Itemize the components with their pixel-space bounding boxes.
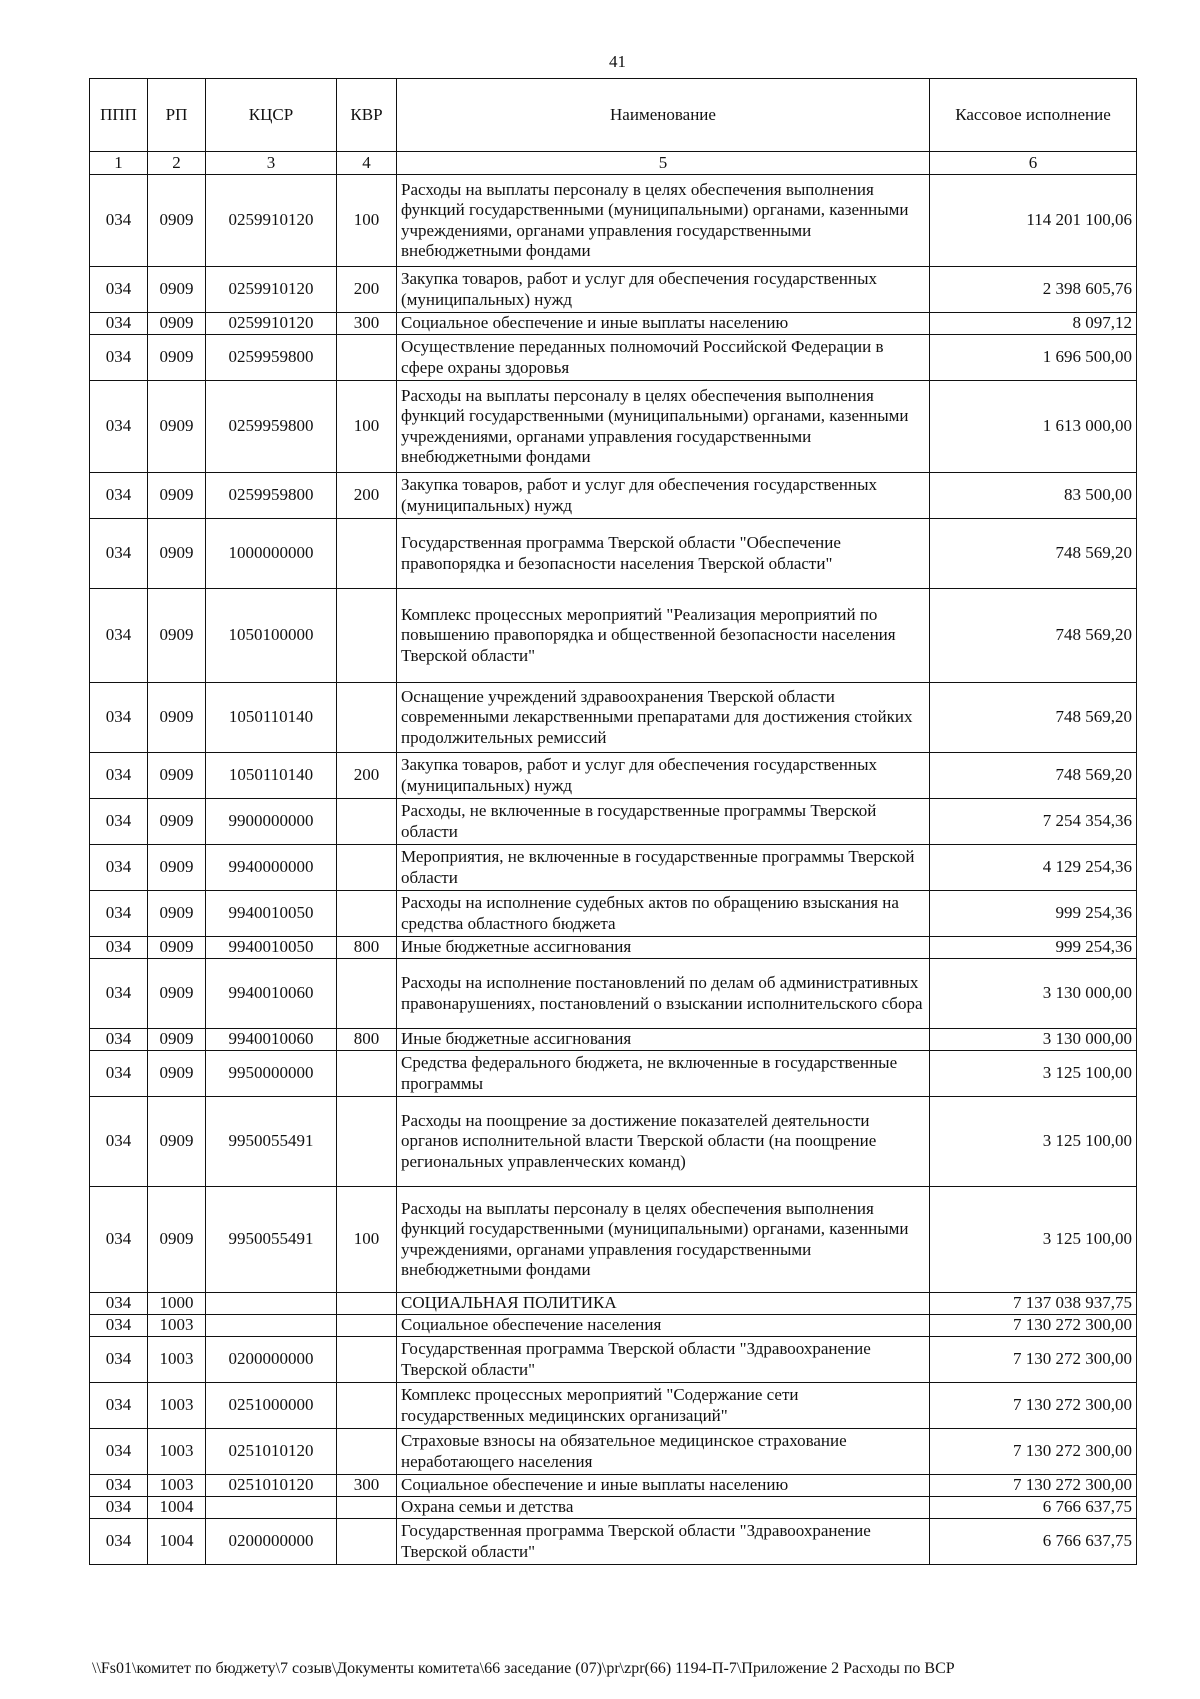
- cell-name: Расходы, не включенные в государственные программы Тверской области: [397, 799, 930, 845]
- cell-kvr: [337, 335, 397, 381]
- cell-ppp: 034: [90, 1187, 148, 1293]
- cell-sum: 3 125 100,00: [930, 1051, 1137, 1097]
- cell-name: СОЦИАЛЬНАЯ ПОЛИТИКА: [397, 1293, 930, 1315]
- table-row: [90, 753, 1137, 799]
- cell-kcsr: 9940010050: [206, 891, 337, 937]
- cell-kvr: 200: [337, 753, 397, 799]
- table-row: [90, 267, 1137, 313]
- cell-kvr: [337, 1337, 397, 1383]
- header-ppp: ППП: [90, 79, 148, 152]
- table-row: [90, 845, 1137, 891]
- table-row: [90, 937, 1137, 959]
- cell-ppp: 034: [90, 175, 148, 267]
- cell-kcsr: 9940010060: [206, 959, 337, 1029]
- cell-sum: 7 130 272 300,00: [930, 1315, 1137, 1337]
- file-path-footer: \\Fs01\комитет по бюджету\7 созыв\Документы комитета\66 заседание (07)\pr\zpr(66) 1194-П-7\Приложение 2 Расходы по ВСР: [92, 1660, 955, 1677]
- cell-kcsr: 0259910120: [206, 313, 337, 335]
- cell-sum: 3 130 000,00: [930, 959, 1137, 1029]
- table-row: [90, 799, 1137, 845]
- table-row: [90, 1383, 1137, 1429]
- table-row: [90, 1429, 1137, 1475]
- cell-sum: 748 569,20: [930, 519, 1137, 589]
- cell-kvr: [337, 959, 397, 1029]
- cell-kvr: 100: [337, 175, 397, 267]
- cell-name: Иные бюджетные ассигнования: [397, 937, 930, 959]
- table-row: [90, 335, 1137, 381]
- cell-rp: 0909: [148, 589, 206, 683]
- header-name: Наименование: [397, 79, 930, 152]
- cell-sum: 999 254,36: [930, 937, 1137, 959]
- header-row: [90, 79, 1137, 152]
- cell-rp: 0909: [148, 313, 206, 335]
- cell-sum: 7 254 354,36: [930, 799, 1137, 845]
- table-row: [90, 959, 1137, 1029]
- cell-kcsr: [206, 1315, 337, 1337]
- header-sum: Кассовое исполнение: [930, 79, 1137, 152]
- cell-sum: 1 696 500,00: [930, 335, 1137, 381]
- col-number: 3: [206, 152, 337, 175]
- col-number: 6: [930, 152, 1137, 175]
- cell-name: Страховые взносы на обязательное медицинское страхование неработающего населения: [397, 1429, 930, 1475]
- cell-ppp: 034: [90, 589, 148, 683]
- cell-rp: 0909: [148, 473, 206, 519]
- cell-sum: 7 130 272 300,00: [930, 1383, 1137, 1429]
- cell-name: Закупка товаров, работ и услуг для обеспечения государственных (муниципальных) нужд: [397, 473, 930, 519]
- cell-rp: 1000: [148, 1293, 206, 1315]
- cell-ppp: 034: [90, 799, 148, 845]
- cell-name: Социальное обеспечение населения: [397, 1315, 930, 1337]
- table-row: [90, 1497, 1137, 1519]
- header-kvr: КВР: [337, 79, 397, 152]
- cell-kvr: 300: [337, 313, 397, 335]
- cell-sum: 3 125 100,00: [930, 1097, 1137, 1187]
- cell-name: Комплекс процессных мероприятий "Содержание сети государственных медицинских организаций": [397, 1383, 930, 1429]
- cell-ppp: 034: [90, 937, 148, 959]
- cell-ppp: 034: [90, 1475, 148, 1497]
- cell-kcsr: 0200000000: [206, 1519, 337, 1565]
- cell-kvr: [337, 1383, 397, 1429]
- cell-kcsr: 9950055491: [206, 1187, 337, 1293]
- cell-kcsr: 1050110140: [206, 753, 337, 799]
- page-number: 41: [609, 52, 626, 71]
- cell-rp: 1003: [148, 1383, 206, 1429]
- cell-rp: 0909: [148, 381, 206, 473]
- table-row: [90, 1029, 1137, 1051]
- cell-kcsr: 9950055491: [206, 1097, 337, 1187]
- cell-ppp: 034: [90, 381, 148, 473]
- cell-kcsr: 0200000000: [206, 1337, 337, 1383]
- cell-ppp: 034: [90, 683, 148, 753]
- cell-name: Расходы на выплаты персоналу в целях обеспечения выполнения функций государственными (муниципальными) органами, казенными учреждениями, органами управления государственными внебюджетными фондами: [397, 175, 930, 267]
- table-row: [90, 1337, 1137, 1383]
- cell-rp: 0909: [148, 519, 206, 589]
- cell-sum: 7 137 038 937,75: [930, 1293, 1137, 1315]
- cell-name: Расходы на исполнение постановлений по делам об административных правонарушениях, постановлений о взыскании исполнительского сбора: [397, 959, 930, 1029]
- cell-kvr: [337, 1519, 397, 1565]
- cell-ppp: 034: [90, 959, 148, 1029]
- cell-kcsr: 9940010060: [206, 1029, 337, 1051]
- col-number: 2: [148, 152, 206, 175]
- table-row: [90, 473, 1137, 519]
- cell-ppp: 034: [90, 1029, 148, 1051]
- cell-sum: 1 613 000,00: [930, 381, 1137, 473]
- header-kcsr: КЦСР: [206, 79, 337, 152]
- cell-ppp: 034: [90, 267, 148, 313]
- cell-kvr: 300: [337, 1475, 397, 1497]
- cell-name: Средства федерального бюджета, не включенные в государственные программы: [397, 1051, 930, 1097]
- table-row: [90, 313, 1137, 335]
- cell-rp: 1003: [148, 1315, 206, 1337]
- table-row: [90, 891, 1137, 937]
- cell-name: Осуществление переданных полномочий Российской Федерации в сфере охраны здоровья: [397, 335, 930, 381]
- cell-name: Закупка товаров, работ и услуг для обеспечения государственных (муниципальных) нужд: [397, 267, 930, 313]
- cell-sum: 7 130 272 300,00: [930, 1475, 1137, 1497]
- table-row: [90, 1097, 1137, 1187]
- cell-kcsr: 9940000000: [206, 845, 337, 891]
- header-rp: РП: [148, 79, 206, 152]
- table-row: [90, 1187, 1137, 1293]
- cell-kcsr: 0259959800: [206, 335, 337, 381]
- cell-name: Государственная программа Тверской области "Здравоохранение Тверской области": [397, 1337, 930, 1383]
- cell-sum: 6 766 637,75: [930, 1519, 1137, 1565]
- cell-rp: 0909: [148, 1051, 206, 1097]
- cell-kcsr: 0251010120: [206, 1475, 337, 1497]
- cell-sum: 114 201 100,06: [930, 175, 1137, 267]
- cell-ppp: 034: [90, 519, 148, 589]
- cell-name: Закупка товаров, работ и услуг для обеспечения государственных (муниципальных) нужд: [397, 753, 930, 799]
- cell-ppp: 034: [90, 891, 148, 937]
- cell-sum: 3 130 000,00: [930, 1029, 1137, 1051]
- cell-kcsr: 0251000000: [206, 1383, 337, 1429]
- cell-kvr: [337, 519, 397, 589]
- cell-kcsr: 0259959800: [206, 473, 337, 519]
- cell-rp: 0909: [148, 891, 206, 937]
- cell-ppp: 034: [90, 1519, 148, 1565]
- cell-kvr: 800: [337, 937, 397, 959]
- cell-name: Комплекс процессных мероприятий "Реализация мероприятий по повышению правопорядка и общественной безопасности населения Тверской области": [397, 589, 930, 683]
- col-number: 1: [90, 152, 148, 175]
- cell-ppp: 034: [90, 1383, 148, 1429]
- cell-kcsr: [206, 1293, 337, 1315]
- cell-kcsr: 1000000000: [206, 519, 337, 589]
- cell-kvr: [337, 1051, 397, 1097]
- cell-kvr: [337, 1293, 397, 1315]
- cell-name: Оснащение учреждений здравоохранения Тверской области современными лекарственными препаратами для достижения стойких продолжительных ремиссий: [397, 683, 930, 753]
- cell-ppp: 034: [90, 1497, 148, 1519]
- cell-ppp: 034: [90, 1293, 148, 1315]
- cell-kvr: 800: [337, 1029, 397, 1051]
- cell-kcsr: [206, 1497, 337, 1519]
- cell-kvr: [337, 589, 397, 683]
- cell-name: Социальное обеспечение и иные выплаты населению: [397, 1475, 930, 1497]
- cell-kvr: [337, 799, 397, 845]
- cell-name: Расходы на выплаты персоналу в целях обеспечения выполнения функций государственными (муниципальными) органами, казенными учреждениями, органами управления государственными внебюджетными фондами: [397, 381, 930, 473]
- cell-rp: 0909: [148, 1029, 206, 1051]
- cell-rp: 1003: [148, 1429, 206, 1475]
- cell-kcsr: 1050100000: [206, 589, 337, 683]
- cell-name: Расходы на исполнение судебных актов по обращению взыскания на средства областного бюджета: [397, 891, 930, 937]
- cell-name: Государственная программа Тверской области "Обеспечение правопорядка и безопасности населения Тверской области": [397, 519, 930, 589]
- table-row: [90, 519, 1137, 589]
- cell-kcsr: 0259959800: [206, 381, 337, 473]
- expenditure-table: [89, 78, 1137, 1565]
- cell-ppp: 034: [90, 1097, 148, 1187]
- cell-sum: 7 130 272 300,00: [930, 1429, 1137, 1475]
- cell-kvr: [337, 891, 397, 937]
- cell-name: Мероприятия, не включенные в государственные программы Тверской области: [397, 845, 930, 891]
- cell-rp: 0909: [148, 175, 206, 267]
- cell-kcsr: 9900000000: [206, 799, 337, 845]
- cell-rp: 1003: [148, 1337, 206, 1383]
- cell-sum: 3 125 100,00: [930, 1187, 1137, 1293]
- col-number: 4: [337, 152, 397, 175]
- cell-kcsr: 0259910120: [206, 175, 337, 267]
- cell-sum: 7 130 272 300,00: [930, 1337, 1137, 1383]
- cell-rp: 0909: [148, 959, 206, 1029]
- cell-ppp: 034: [90, 335, 148, 381]
- cell-ppp: 034: [90, 1429, 148, 1475]
- cell-sum: 748 569,20: [930, 589, 1137, 683]
- cell-kvr: 200: [337, 267, 397, 313]
- cell-kcsr: 9940010050: [206, 937, 337, 959]
- cell-kvr: [337, 1097, 397, 1187]
- cell-kvr: 100: [337, 381, 397, 473]
- table-row: [90, 683, 1137, 753]
- cell-name: Расходы на поощрение за достижение показателей деятельности органов исполнительной власти Тверской области (на поощрение региональных управленческих команд): [397, 1097, 930, 1187]
- cell-sum: 83 500,00: [930, 473, 1137, 519]
- cell-ppp: 034: [90, 313, 148, 335]
- cell-kvr: [337, 1497, 397, 1519]
- cell-kvr: [337, 683, 397, 753]
- cell-sum: 748 569,20: [930, 753, 1137, 799]
- cell-sum: 999 254,36: [930, 891, 1137, 937]
- cell-rp: 1003: [148, 1475, 206, 1497]
- cell-kvr: [337, 1429, 397, 1475]
- cell-rp: 0909: [148, 335, 206, 381]
- table-row: [90, 1051, 1137, 1097]
- cell-rp: 1004: [148, 1519, 206, 1565]
- cell-rp: 0909: [148, 937, 206, 959]
- cell-sum: 2 398 605,76: [930, 267, 1137, 313]
- cell-ppp: 034: [90, 753, 148, 799]
- cell-rp: 0909: [148, 845, 206, 891]
- cell-ppp: 034: [90, 845, 148, 891]
- cell-name: Социальное обеспечение и иные выплаты населению: [397, 313, 930, 335]
- cell-sum: 8 097,12: [930, 313, 1137, 335]
- cell-kcsr: 0259910120: [206, 267, 337, 313]
- cell-name: Иные бюджетные ассигнования: [397, 1029, 930, 1051]
- table-row: [90, 1315, 1137, 1337]
- table-row: [90, 1519, 1137, 1565]
- cell-kvr: [337, 845, 397, 891]
- table-row: [90, 175, 1137, 267]
- cell-kcsr: 9950000000: [206, 1051, 337, 1097]
- table-row: [90, 589, 1137, 683]
- cell-kvr: [337, 1315, 397, 1337]
- cell-sum: 4 129 254,36: [930, 845, 1137, 891]
- cell-sum: 748 569,20: [930, 683, 1137, 753]
- column-number-row: [90, 152, 1137, 175]
- cell-ppp: 034: [90, 1315, 148, 1337]
- cell-name: Государственная программа Тверской области "Здравоохранение Тверской области": [397, 1519, 930, 1565]
- cell-rp: 0909: [148, 267, 206, 313]
- cell-rp: 0909: [148, 1187, 206, 1293]
- cell-rp: 0909: [148, 799, 206, 845]
- cell-ppp: 034: [90, 473, 148, 519]
- table-row: [90, 1293, 1137, 1315]
- cell-ppp: 034: [90, 1337, 148, 1383]
- cell-kcsr: 0251010120: [206, 1429, 337, 1475]
- cell-sum: 6 766 637,75: [930, 1497, 1137, 1519]
- cell-rp: 1004: [148, 1497, 206, 1519]
- col-number: 5: [397, 152, 930, 175]
- table-row: [90, 381, 1137, 473]
- cell-rp: 0909: [148, 753, 206, 799]
- cell-ppp: 034: [90, 1051, 148, 1097]
- cell-name: Расходы на выплаты персоналу в целях обеспечения выполнения функций государственными (муниципальными) органами, казенными учреждениями, органами управления государственными внебюджетными фондами: [397, 1187, 930, 1293]
- cell-rp: 0909: [148, 683, 206, 753]
- cell-kcsr: 1050110140: [206, 683, 337, 753]
- cell-kvr: 100: [337, 1187, 397, 1293]
- cell-name: Охрана семьи и детства: [397, 1497, 930, 1519]
- table-row: [90, 1475, 1137, 1497]
- cell-rp: 0909: [148, 1097, 206, 1187]
- cell-kvr: 200: [337, 473, 397, 519]
